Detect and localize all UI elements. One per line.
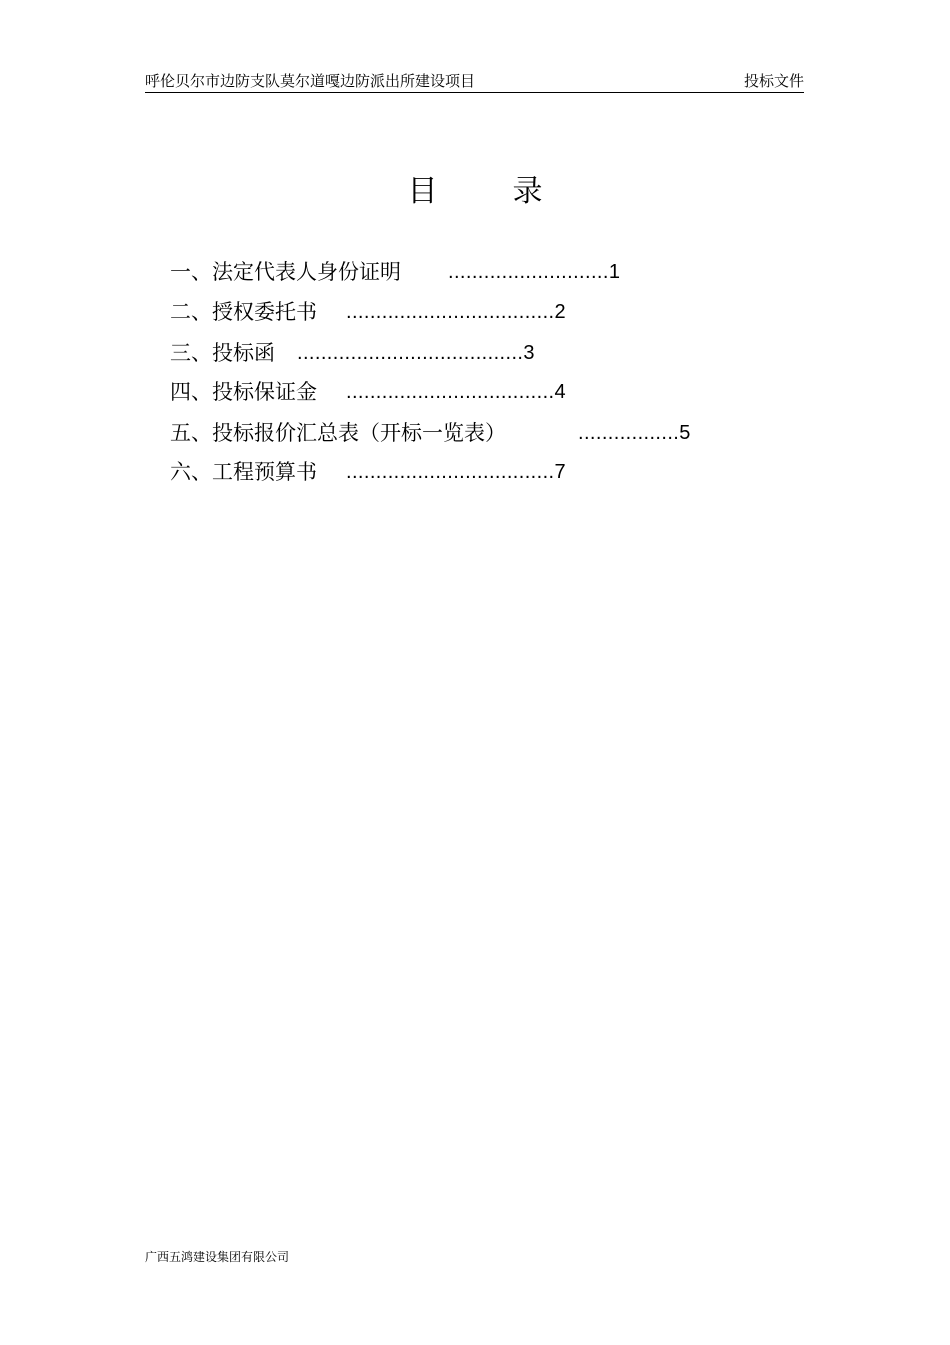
toc-title-char-1: 目 xyxy=(407,174,438,209)
toc-entry-label: 一、法定代表人身份证明 xyxy=(170,260,401,284)
toc-title-char-2: 录 xyxy=(512,174,543,209)
toc-entry-leader: ...................................2 xyxy=(346,301,567,323)
toc-entry-label: 六、工程预算书 xyxy=(170,460,317,484)
toc-entry-leader: .................5 xyxy=(578,422,691,444)
toc-entry-label: 四、投标保证金 xyxy=(170,380,317,404)
toc-entry-label: 五、投标报价汇总表（开标一览表） xyxy=(170,421,506,445)
page-footer-company: 广西五鸿建设集团有限公司 xyxy=(145,1250,290,1264)
toc-entry-leader: ...........................1 xyxy=(448,261,621,283)
toc-entry[interactable] xyxy=(170,338,535,368)
toc-entry-label: 二、授权委托书 xyxy=(170,300,317,324)
toc-entry[interactable] xyxy=(170,418,691,448)
toc-entry-label: 三、投标函 xyxy=(170,341,275,365)
toc-entry-leader: ...................................7 xyxy=(346,461,567,483)
toc-entry[interactable] xyxy=(170,297,567,327)
page-header xyxy=(145,70,804,93)
toc-entry[interactable] xyxy=(170,457,567,487)
header-project-name: 呼伦贝尔市边防支队莫尔道嘎边防派出所建设项目 xyxy=(145,72,476,90)
toc-entry-leader: ...................................4 xyxy=(346,381,567,403)
toc-title xyxy=(0,172,950,212)
toc-entry-leader: ......................................3 xyxy=(297,342,535,364)
header-doc-type: 投标文件 xyxy=(743,72,804,90)
toc-entry[interactable] xyxy=(170,377,567,407)
toc-entry[interactable] xyxy=(170,257,621,287)
